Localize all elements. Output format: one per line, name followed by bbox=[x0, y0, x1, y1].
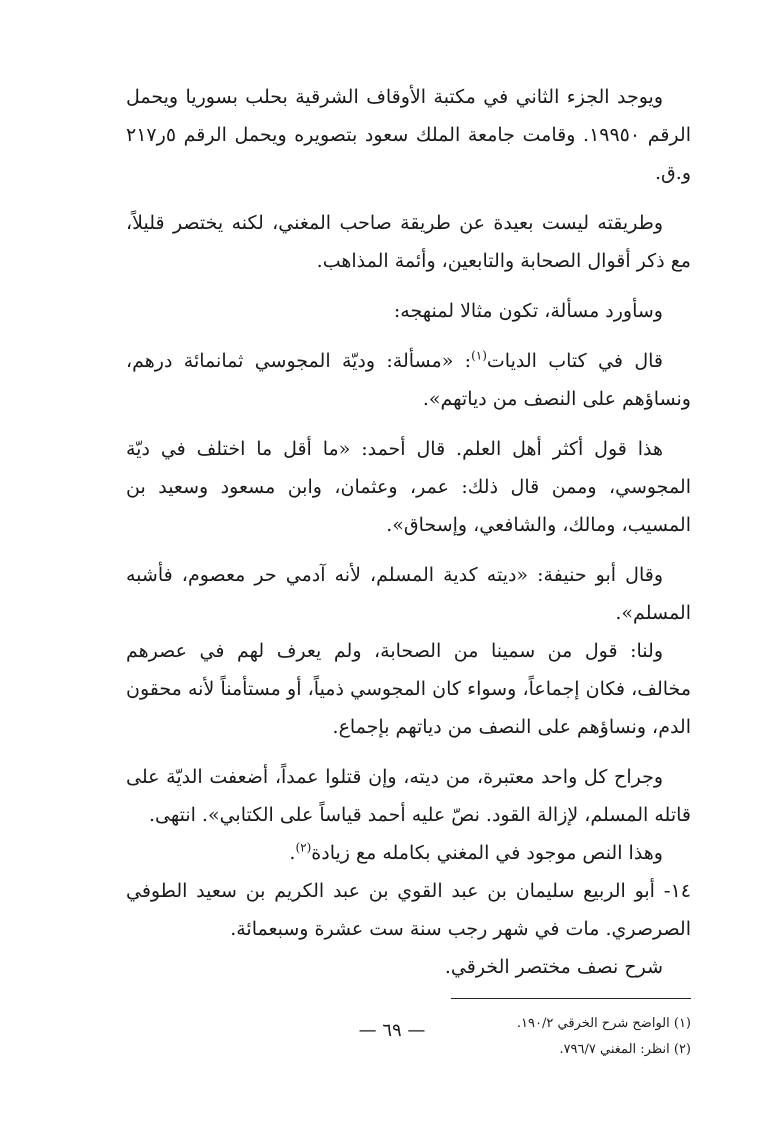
paragraph-diyat-quote bbox=[126, 342, 691, 418]
mughni-text-after: . bbox=[289, 842, 296, 864]
entry-number: ١٤- bbox=[663, 880, 691, 902]
footnote-1: (١) الواضح شرح الخرقي ١٩٠/٢. bbox=[516, 1016, 691, 1031]
mughni-text-before: وهذا النص موجود في المغني بكامله مع زيادة bbox=[311, 842, 663, 864]
quote-text-after: : «مسألة: وديّة المجوسي ثمانمائة درهم، ونساؤهم على النصف من دياتهم». bbox=[126, 350, 691, 410]
page-number: — ٦٩ — bbox=[358, 1020, 426, 1041]
paragraph-method-description: وطريقته ليست بعيدة عن طريقة صاحب المغني، لكنه يختصر قليلاً، مع ذكر أقوال الصحابة والتابعين، وأئمة المذاهب. bbox=[126, 212, 691, 272]
paragraph-scholars-opinion: هذا قول أكثر أهل العلم. قال أحمد: «ما أقل ما اختلف في ديّة المجوسي، وممن قال ذلك: عمر، وعثمان، وابن مسعود وسعيد بن المسيب، ومالك، والشافعي، وإسحاق». bbox=[126, 438, 691, 536]
entry-14 bbox=[126, 872, 691, 948]
paragraph-our-view: ولنا: قول من سمينا من الصحابة، ولم يعرف لهم في عصرهم مخالف، فكان إجماعاً، وسواء كان المجوسي ذمياً، أو مستأمناً لأنه محقون الدم، ونساؤهم على النصف من دياتهم بإجماع. bbox=[126, 640, 691, 738]
paragraph-abu-hanifa: وقال أبو حنيفة: «ديته كدية المسلم، لأنه آدمي حر معصوم، فأشبه المسلم». bbox=[126, 564, 691, 624]
entry-text: أبو الربيع سليمان بن عبد القوي بن عبد الكريم بن سعيد الطوفي الصرصري. مات في شهر رجب سنة ست عشرة وسبعمائة. bbox=[126, 880, 691, 940]
footnote-2: (٢) انظر: المغني ٧٩٦/٧. bbox=[559, 1042, 691, 1057]
paragraph-example-intro: وسأورد مسألة، تكون مثالا لمنهجه: bbox=[393, 300, 663, 322]
paragraph-mughni-note bbox=[126, 834, 691, 872]
paragraph-injuries: وجراح كل واحد معتبرة، من ديته، وإن قتلوا عمداً، أضعفت الديّة على قاتله المسلم، لإزالة القود. نصّ عليه أحمد قياساً على الكتابي». انتهى. bbox=[126, 766, 691, 826]
paragraph-manuscript-location: ويوجد الجزء الثاني في مكتبة الأوقاف الشرقية بحلب بسوريا ويحمل الرقم ١٩٩٥٠. وقامت جامعة الملك سعود بتصويره ويحمل الرقم ٥ر٢١٧ و.ق. bbox=[126, 86, 691, 184]
page-body bbox=[126, 78, 691, 1063]
footnote-divider bbox=[451, 998, 691, 999]
quote-text-before: قال في كتاب الديات bbox=[486, 350, 663, 372]
footnote-marker-1: (١) bbox=[471, 348, 487, 363]
entry-14-book: شرح نصف مختصر الخرقي. bbox=[444, 956, 663, 978]
footnote-marker-2: (٢) bbox=[295, 840, 312, 855]
